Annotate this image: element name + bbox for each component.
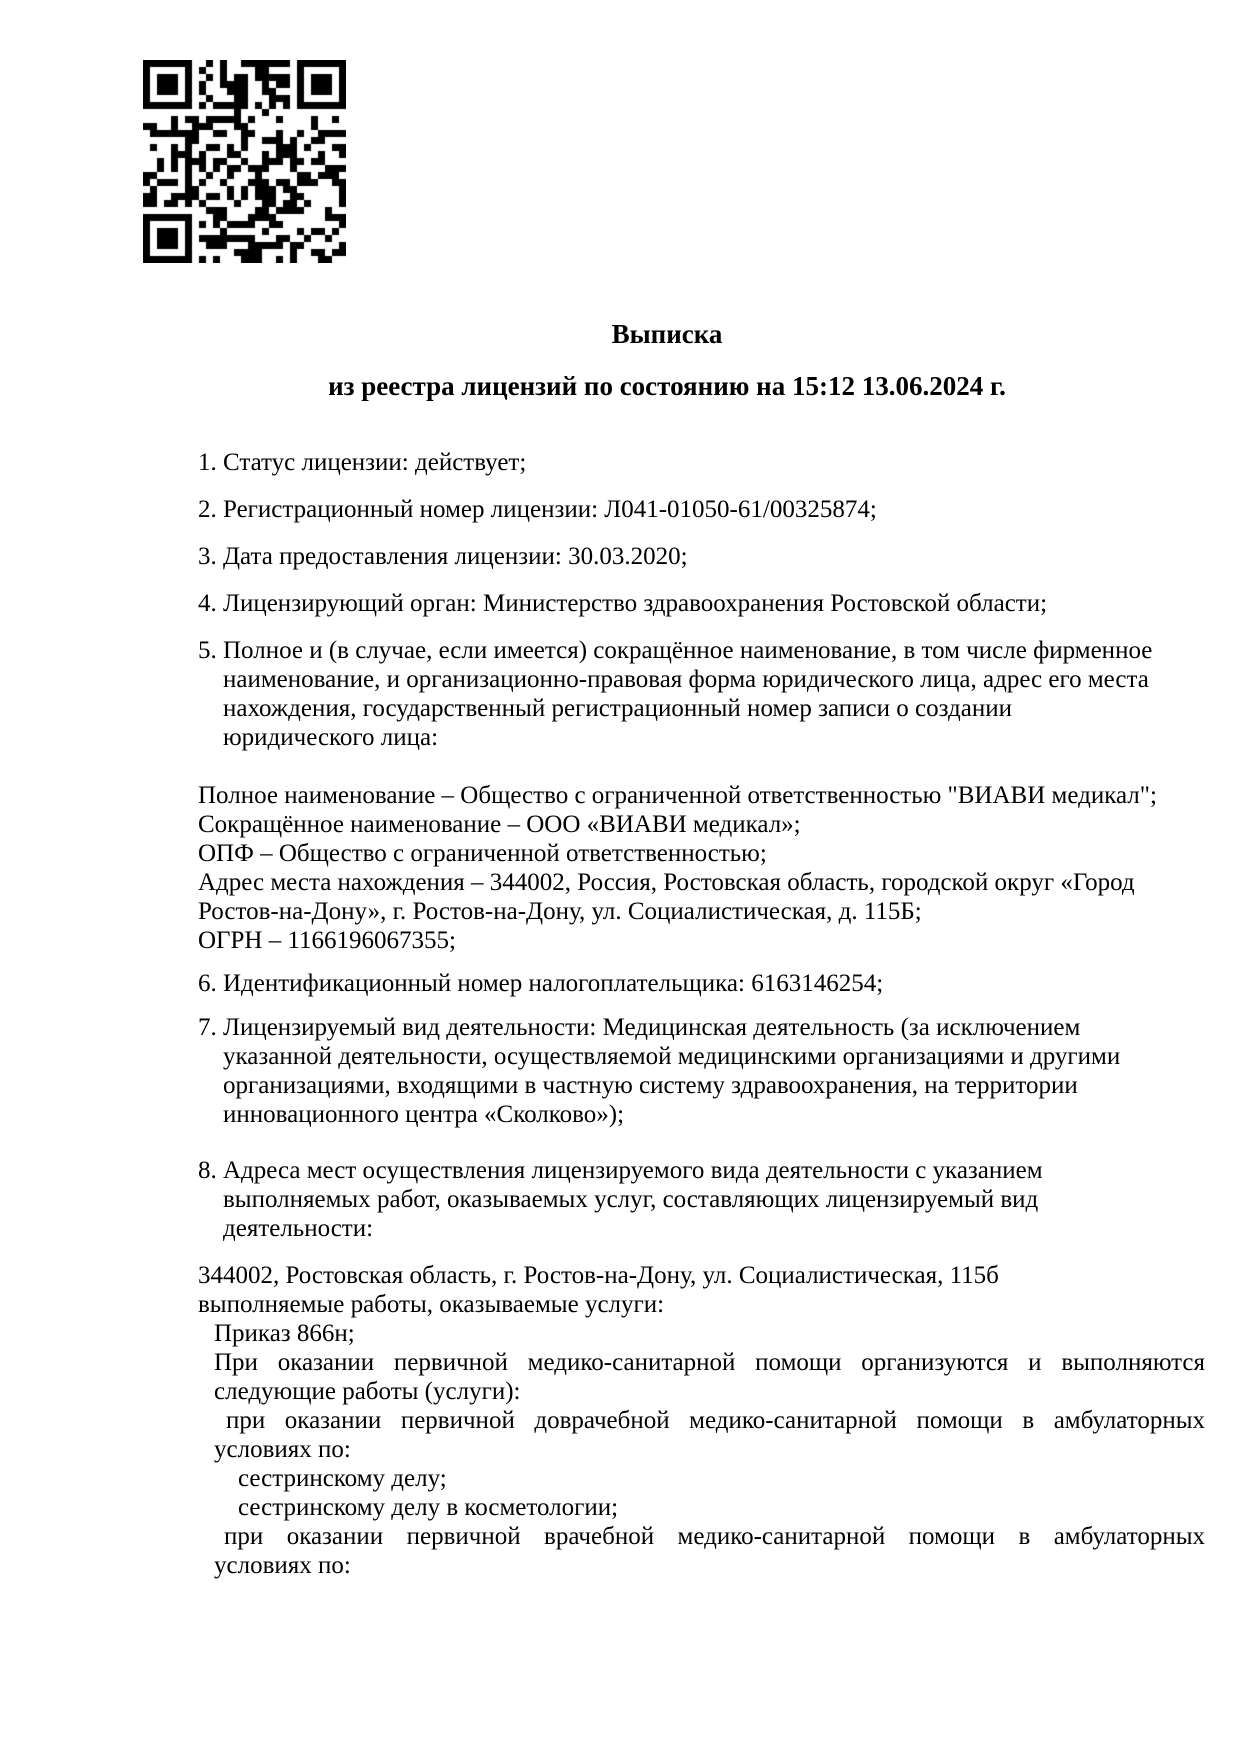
- qr-code: [143, 60, 346, 263]
- org-name-clause-line-1: 5. Полное и (в случае, если имеется) сокращённое наименование, в том числе фирменное: [198, 637, 1153, 664]
- registration-number-line: 2. Регистрационный номер лицензии: Л041-01050-61/00325874;: [198, 496, 877, 523]
- document-body: [198, 318, 1205, 1580]
- physician-care-line-2: условиях по:: [214, 1552, 351, 1579]
- org-full-name-line: Полное наименование – Общество с ограниченной ответственностью "ВИАВИ медикал";: [198, 782, 1157, 809]
- org-legal-form-line: ОПФ – Общество с ограниченной ответственностью;: [198, 840, 767, 867]
- license-status-line: 1. Статус лицензии: действует;: [198, 449, 527, 476]
- works-section: [198, 1261, 1205, 1580]
- inn-line: 6. Идентификационный номер налогоплательщика: 6163146254;: [198, 970, 884, 997]
- org-ogrn-line: ОГРН – 1166196067355;: [198, 927, 456, 954]
- pre-medical-care-line-1: при оказании первичной доврачебной медико-санитарной помощи в амбулаторных: [226, 1407, 1205, 1434]
- addresses-clause-line-2: выполняемых работ, оказываемых услуг, составляющих лицензируемый вид: [223, 1186, 1039, 1213]
- physician-care-line-1: при оказании первичной врачебной медико-санитарной помощи в амбулаторных: [224, 1523, 1205, 1550]
- addresses-clause: [198, 1156, 1205, 1243]
- addresses-clause-line-1: 8. Адреса мест осуществления лицензируемого вида деятельности с указанием: [198, 1157, 1043, 1184]
- activity-type-line-2: указанной деятельности, осуществляемой медицинскими организациями и другими: [223, 1043, 1121, 1070]
- order-866n-line: Приказ 866н;: [214, 1320, 355, 1347]
- nursing-cosmetology-line: сестринскому делу в косметологии;: [238, 1494, 619, 1521]
- addresses-clause-line-3: деятельности:: [223, 1215, 374, 1242]
- org-name-clause-line-2: наименование, и организационно-правовая форма юридического лица, адрес его места: [223, 666, 1149, 693]
- document-title: Выписка: [611, 319, 723, 349]
- org-name-clause-line-3: нахождения, государственный регистрационный номер записи о создании: [223, 695, 1012, 722]
- org-name-clause-line-4: юридического лица:: [223, 724, 439, 751]
- org-address-line-2: Ростов-на-Дону», г. Ростов-на-Дону, ул. Социалистическая, д. 115Б;: [198, 898, 922, 925]
- activity-type-clause: [198, 1013, 1205, 1129]
- nursing-line: сестринскому делу;: [238, 1465, 447, 1492]
- primary-care-works-line-2: следующие работы (услуги):: [214, 1378, 521, 1405]
- activity-type-line-3: организациями, входящими в частную систему здравоохранения, на территории: [223, 1072, 1078, 1099]
- licensing-authority-line: 4. Лицензирующий орган: Министерство здравоохранения Ростовской области;: [198, 590, 1048, 617]
- activity-type-line-4: инновационного центра «Сколково»);: [223, 1101, 625, 1128]
- pre-medical-care-line-2: условиях по:: [214, 1436, 351, 1463]
- org-address-line-1: Адрес места нахождения – 344002, Россия, Ростовская область, городской округ «Город: [198, 869, 1135, 896]
- activity-address-line: 344002, Ростовская область, г. Ростов-на-Дону, ул. Социалистическая, 115б: [198, 1262, 999, 1289]
- org-name-clause: [198, 636, 1205, 752]
- activity-type-line-1: 7. Лицензируемый вид деятельности: Медицинская деятельность (за исключением: [198, 1014, 1081, 1041]
- works-services-heading-line: выполняемые работы, оказываемые услуги:: [198, 1291, 665, 1318]
- document-subtitle: из реестра лицензий по состоянию на 15:12 13.06.2024 г.: [328, 371, 1006, 401]
- org-short-name-line: Сокращённое наименование – ООО «ВИАВИ медикал»;: [198, 811, 801, 838]
- org-details: [198, 781, 1205, 955]
- grant-date-line: 3. Дата предоставления лицензии: 30.03.2020;: [198, 543, 688, 570]
- primary-care-works-line-1: При оказании первичной медико-санитарной помощи организуются и выполняются: [214, 1349, 1205, 1376]
